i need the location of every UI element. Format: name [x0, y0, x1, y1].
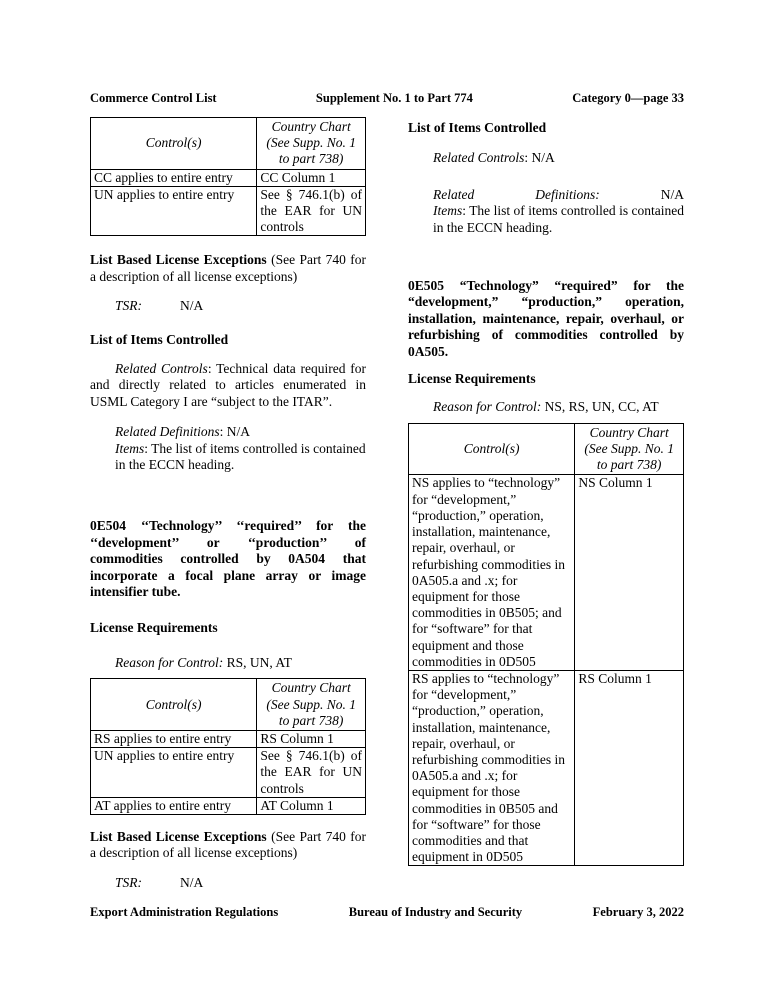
reason-for-control-line — [408, 399, 684, 415]
controls-column-header: Control(s) — [409, 423, 575, 475]
chart-cell: NS Column 1 — [575, 475, 684, 670]
reason-value: NS, RS, UN, CC, AT — [541, 399, 659, 415]
tsr-value: N/A — [180, 874, 204, 890]
related-definitions-word: Definitions: — [535, 186, 600, 202]
controls-column-header: Control(s) — [91, 679, 257, 731]
country-chart-column-header: Country Chart (See Supp. No. 1 to part 738) — [257, 679, 366, 731]
license-exceptions-label: List Based License Exceptions — [90, 828, 267, 844]
chart-cell: See § 746.1(b) of the EAR for UN controls — [257, 186, 366, 236]
eccn-0e504-heading: 0E504 ‘‘Technology’’ ‘‘required’’ for the ‘‘development’’ or ‘‘production’’ of commodities controlled by 0A504 that incorporate a focal plane array or image intensifier tube. — [90, 518, 366, 600]
table-row — [91, 169, 366, 186]
related-definitions-value: : N/A — [219, 424, 250, 440]
related-definitions-line — [433, 187, 684, 203]
table-row — [409, 475, 684, 670]
license-exceptions-paragraph — [90, 252, 366, 285]
related-definitions-label: Related Definitions — [115, 424, 220, 440]
license-exceptions-label: List Based License Exceptions — [90, 252, 267, 268]
header-page-number: Category 0—page 33 — [572, 91, 684, 105]
header-supplement-title: Supplement No. 1 to Part 774 — [315, 91, 473, 105]
control-cell: RS applies to entire entry — [91, 730, 257, 747]
tsr-line — [90, 298, 366, 314]
eccn-0e505-heading: 0E505 “Technology” “required” for the “development,” “production,” operation, installation, maintenance, repair, overhaul, or refurbishing of commodities controlled by 0A505. — [408, 278, 684, 359]
reason-for-control-line — [90, 655, 366, 671]
control-cell: CC applies to entire entry — [91, 169, 257, 186]
items-text: : The list of items controlled is contained in the ECCN heading. — [115, 440, 366, 473]
control-cell: UN applies to entire entry — [91, 748, 257, 798]
table-row — [91, 797, 366, 814]
related-controls-line — [408, 150, 684, 166]
related-definitions-line — [115, 424, 366, 440]
reason-label: Reason for Control: — [433, 399, 542, 415]
table-header-row — [409, 423, 684, 475]
items-paragraph — [115, 441, 366, 474]
list-of-items-heading: List of Items Controlled — [408, 120, 547, 135]
related-controls-label: Related Controls — [115, 361, 208, 377]
footer-regulations-title: Export Administration Regulations — [90, 905, 279, 919]
related-definitions-word: Related — [433, 186, 475, 202]
items-label: Items — [433, 203, 463, 219]
controls-column-header: Control(s) — [91, 118, 257, 170]
footer-bureau-title: Bureau of Industry and Security — [348, 905, 523, 919]
header-document-title: Commerce Control List — [90, 91, 217, 105]
chart-cell: AT Column 1 — [257, 797, 366, 814]
chart-cell: RS Column 1 — [575, 670, 684, 865]
control-cell: UN applies to entire entry — [91, 186, 257, 236]
list-of-items-heading: List of Items Controlled — [90, 331, 229, 347]
related-definitions-block — [433, 187, 684, 236]
reason-value: RS, UN, AT — [223, 654, 292, 670]
chart-cell: See § 746.1(b) of the EAR for UN controls — [257, 748, 366, 798]
table-header-row — [91, 679, 366, 731]
license-exceptions-text: (See Part 740 for a description of all license exceptions) — [90, 252, 366, 284]
country-chart-table-3 — [408, 423, 684, 866]
table-row — [409, 670, 684, 865]
control-cell: NS applies to “technology” for “development,” “production,” operation, installation, maintenance, repair, overhaul, or refurbishing commodities in 0A505.a and .x; for equipment for those commodities in 0B505; and for “software” for that equipment and those commodities in 0D505 — [409, 475, 575, 670]
running-header — [90, 91, 684, 106]
items-text: : The list of items controlled is contained in the ECCN heading. — [433, 203, 684, 235]
reason-label: Reason for Control: — [115, 654, 224, 670]
footer-date: February 3, 2022 — [592, 905, 684, 919]
chart-cell: RS Column 1 — [257, 730, 366, 747]
country-chart-table-2 — [90, 678, 366, 815]
related-definitions-block — [115, 424, 366, 473]
country-chart-column-header: Country Chart (See Supp. No. 1 to part 738) — [257, 118, 366, 170]
related-definitions-value: N/A — [660, 186, 684, 202]
table-row — [91, 748, 366, 798]
items-label: Items — [115, 440, 145, 456]
running-footer — [90, 905, 684, 920]
chart-cell: CC Column 1 — [257, 169, 366, 186]
right-column — [408, 117, 684, 866]
license-requirements-heading: License Requirements — [90, 619, 218, 635]
country-chart-table-1 — [90, 117, 366, 236]
tsr-value: N/A — [180, 298, 204, 314]
control-cell: RS applies to “technology” for “development,” “production,” operation, installation, maintenance, repair, overhaul, or refurbishing commodities in 0A505.a and .x; for equipment for those commodities in 0B505 and for “software” for those commodities and that equipment in 0D505 — [409, 670, 575, 865]
tsr-label: TSR: — [115, 298, 142, 314]
license-exceptions-text: (See Part 740 for a description of all license exceptions) — [90, 828, 366, 861]
control-cell: AT applies to entire entry — [91, 797, 257, 814]
table-row — [91, 730, 366, 747]
table-header-row — [91, 118, 366, 170]
related-controls-text: : Technical data required for and directly related to articles enumerated in USML Category I are “subject to the ITAR”. — [90, 361, 367, 409]
related-controls-paragraph — [90, 361, 366, 410]
left-column — [90, 117, 366, 891]
license-exceptions-paragraph — [90, 829, 366, 862]
related-controls-value: : N/A — [524, 150, 555, 166]
license-requirements-heading: License Requirements — [408, 371, 536, 387]
tsr-label: TSR: — [115, 874, 142, 890]
table-row — [91, 186, 366, 236]
items-paragraph — [433, 203, 684, 236]
country-chart-column-header: Country Chart (See Supp. No. 1 to part 738) — [575, 423, 684, 475]
related-controls-label: Related Controls — [433, 150, 525, 166]
tsr-line — [90, 875, 366, 891]
